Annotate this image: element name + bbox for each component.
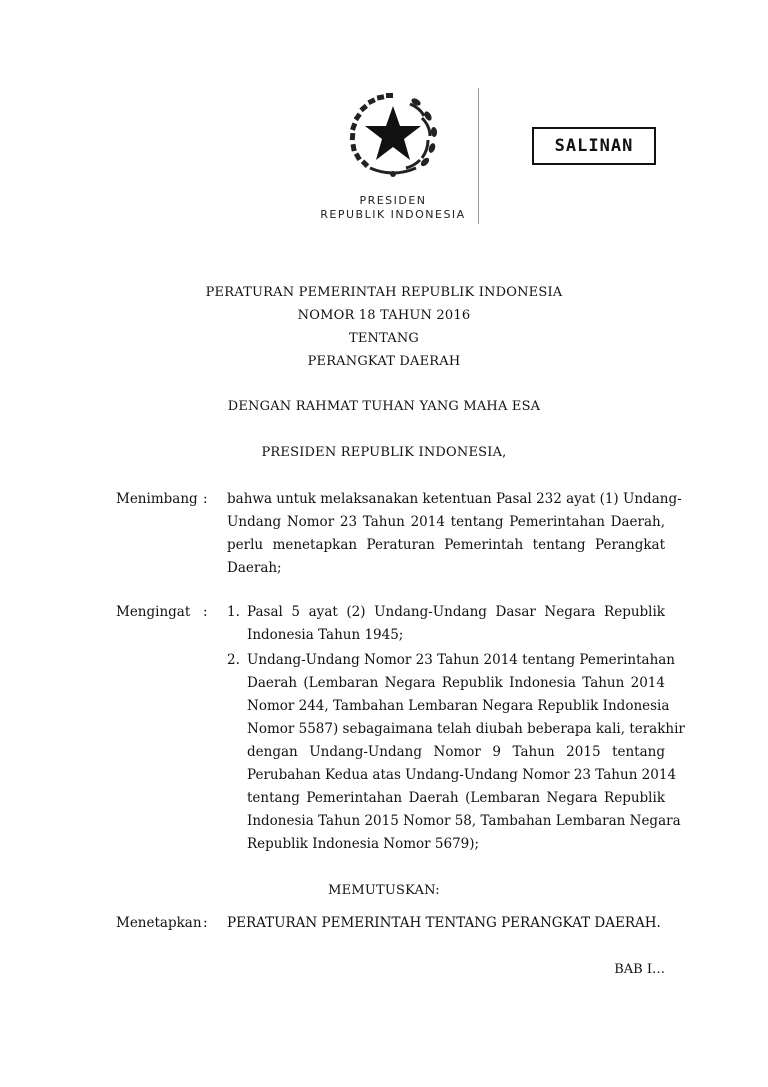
mengingat-item-line: Undang-Undang Nomor 23 Tahun 2014 tentang Pemerintahan (247, 652, 676, 668)
menimbang-line: Undang Nomor 23 Tahun 2014 tentang Pemerintahan Daerah, (227, 514, 665, 530)
mengingat-item-line: Perubahan Kedua atas Undang-Undang Nomor 23 Tahun 2014 (247, 767, 677, 783)
emblem-caption-line2: REPUBLIK INDONESIA (320, 208, 466, 221)
menimbang-text (227, 488, 682, 580)
menimbang-label: Menimbang (116, 491, 198, 507)
mengingat-item-number: 1. (227, 604, 240, 620)
presidential-emblem-block (308, 88, 479, 224)
menetapkan-text: PERATURAN PEMERINTAH TENTANG PERANGKAT DAERAH. (227, 915, 661, 931)
mengingat-item (247, 601, 665, 647)
mengingat-item-number: 2. (227, 652, 240, 668)
garuda-star-emblem-icon (340, 88, 446, 188)
mengingat-colon: : (203, 604, 208, 620)
menetapkan-label: Menetapkan (116, 915, 202, 931)
menimbang-colon: : (203, 491, 208, 507)
mengingat-item-line: Nomor 5587) sebagaimana telah diubah beberapa kali, terakhir (247, 721, 685, 737)
menimbang-line: perlu menetapkan Peraturan Pemerintah tentang Perangkat (227, 537, 665, 553)
mengingat-item-line: Indonesia Tahun 1945; (247, 627, 404, 643)
mengingat-item (247, 649, 685, 856)
regulation-number: NOMOR 18 TAHUN 2016 (297, 308, 471, 323)
mengingat-item-line: Pasal 5 ayat (2) Undang-Undang Dasar Negara Republik (247, 604, 665, 620)
salinan-label: SALINAN (554, 136, 634, 156)
mengingat-item-line: dengan Undang-Undang Nomor 9 Tahun 2015 tentang (247, 744, 665, 760)
salinan-stamp (532, 127, 656, 165)
memutuskan-heading: MEMUTUSKAN: (328, 883, 440, 898)
mengingat-item-line: Indonesia Tahun 2015 Nomor 58, Tambahan Lembaran Negara (247, 813, 681, 829)
mengingat-item-line: Nomor 244, Tambahan Lembaran Negara Republik Indonesia (247, 698, 670, 714)
mengingat-label: Mengingat (116, 604, 191, 620)
menetapkan-colon: : (203, 915, 208, 931)
regulation-tentang: TENTANG (348, 331, 420, 346)
rahmat-line: DENGAN RAHMAT TUHAN YANG MAHA ESA (227, 399, 541, 414)
mengingat-item-line: Daerah (Lembaran Negara Republik Indonesia Tahun 2014 (247, 675, 665, 691)
menimbang-line: bahwa untuk melaksanakan ketentuan Pasal 232 ayat (1) Undang- (227, 491, 682, 507)
presiden-line: PRESIDEN REPUBLIK INDONESIA, (261, 445, 507, 460)
emblem-caption-line1: PRESIDEN (359, 194, 427, 207)
mengingat-item-line: tentang Pemerintahan Daerah (Lembaran Negara Republik (247, 790, 665, 806)
mengingat-item-line: Republik Indonesia Nomor 5679); (247, 836, 480, 852)
next-page-marker: BAB I… (614, 962, 665, 977)
regulation-title: PERATURAN PEMERINTAH REPUBLIK INDONESIA (205, 285, 563, 300)
regulation-subject: PERANGKAT DAERAH (307, 354, 461, 369)
menimbang-line: Daerah; (227, 560, 282, 576)
